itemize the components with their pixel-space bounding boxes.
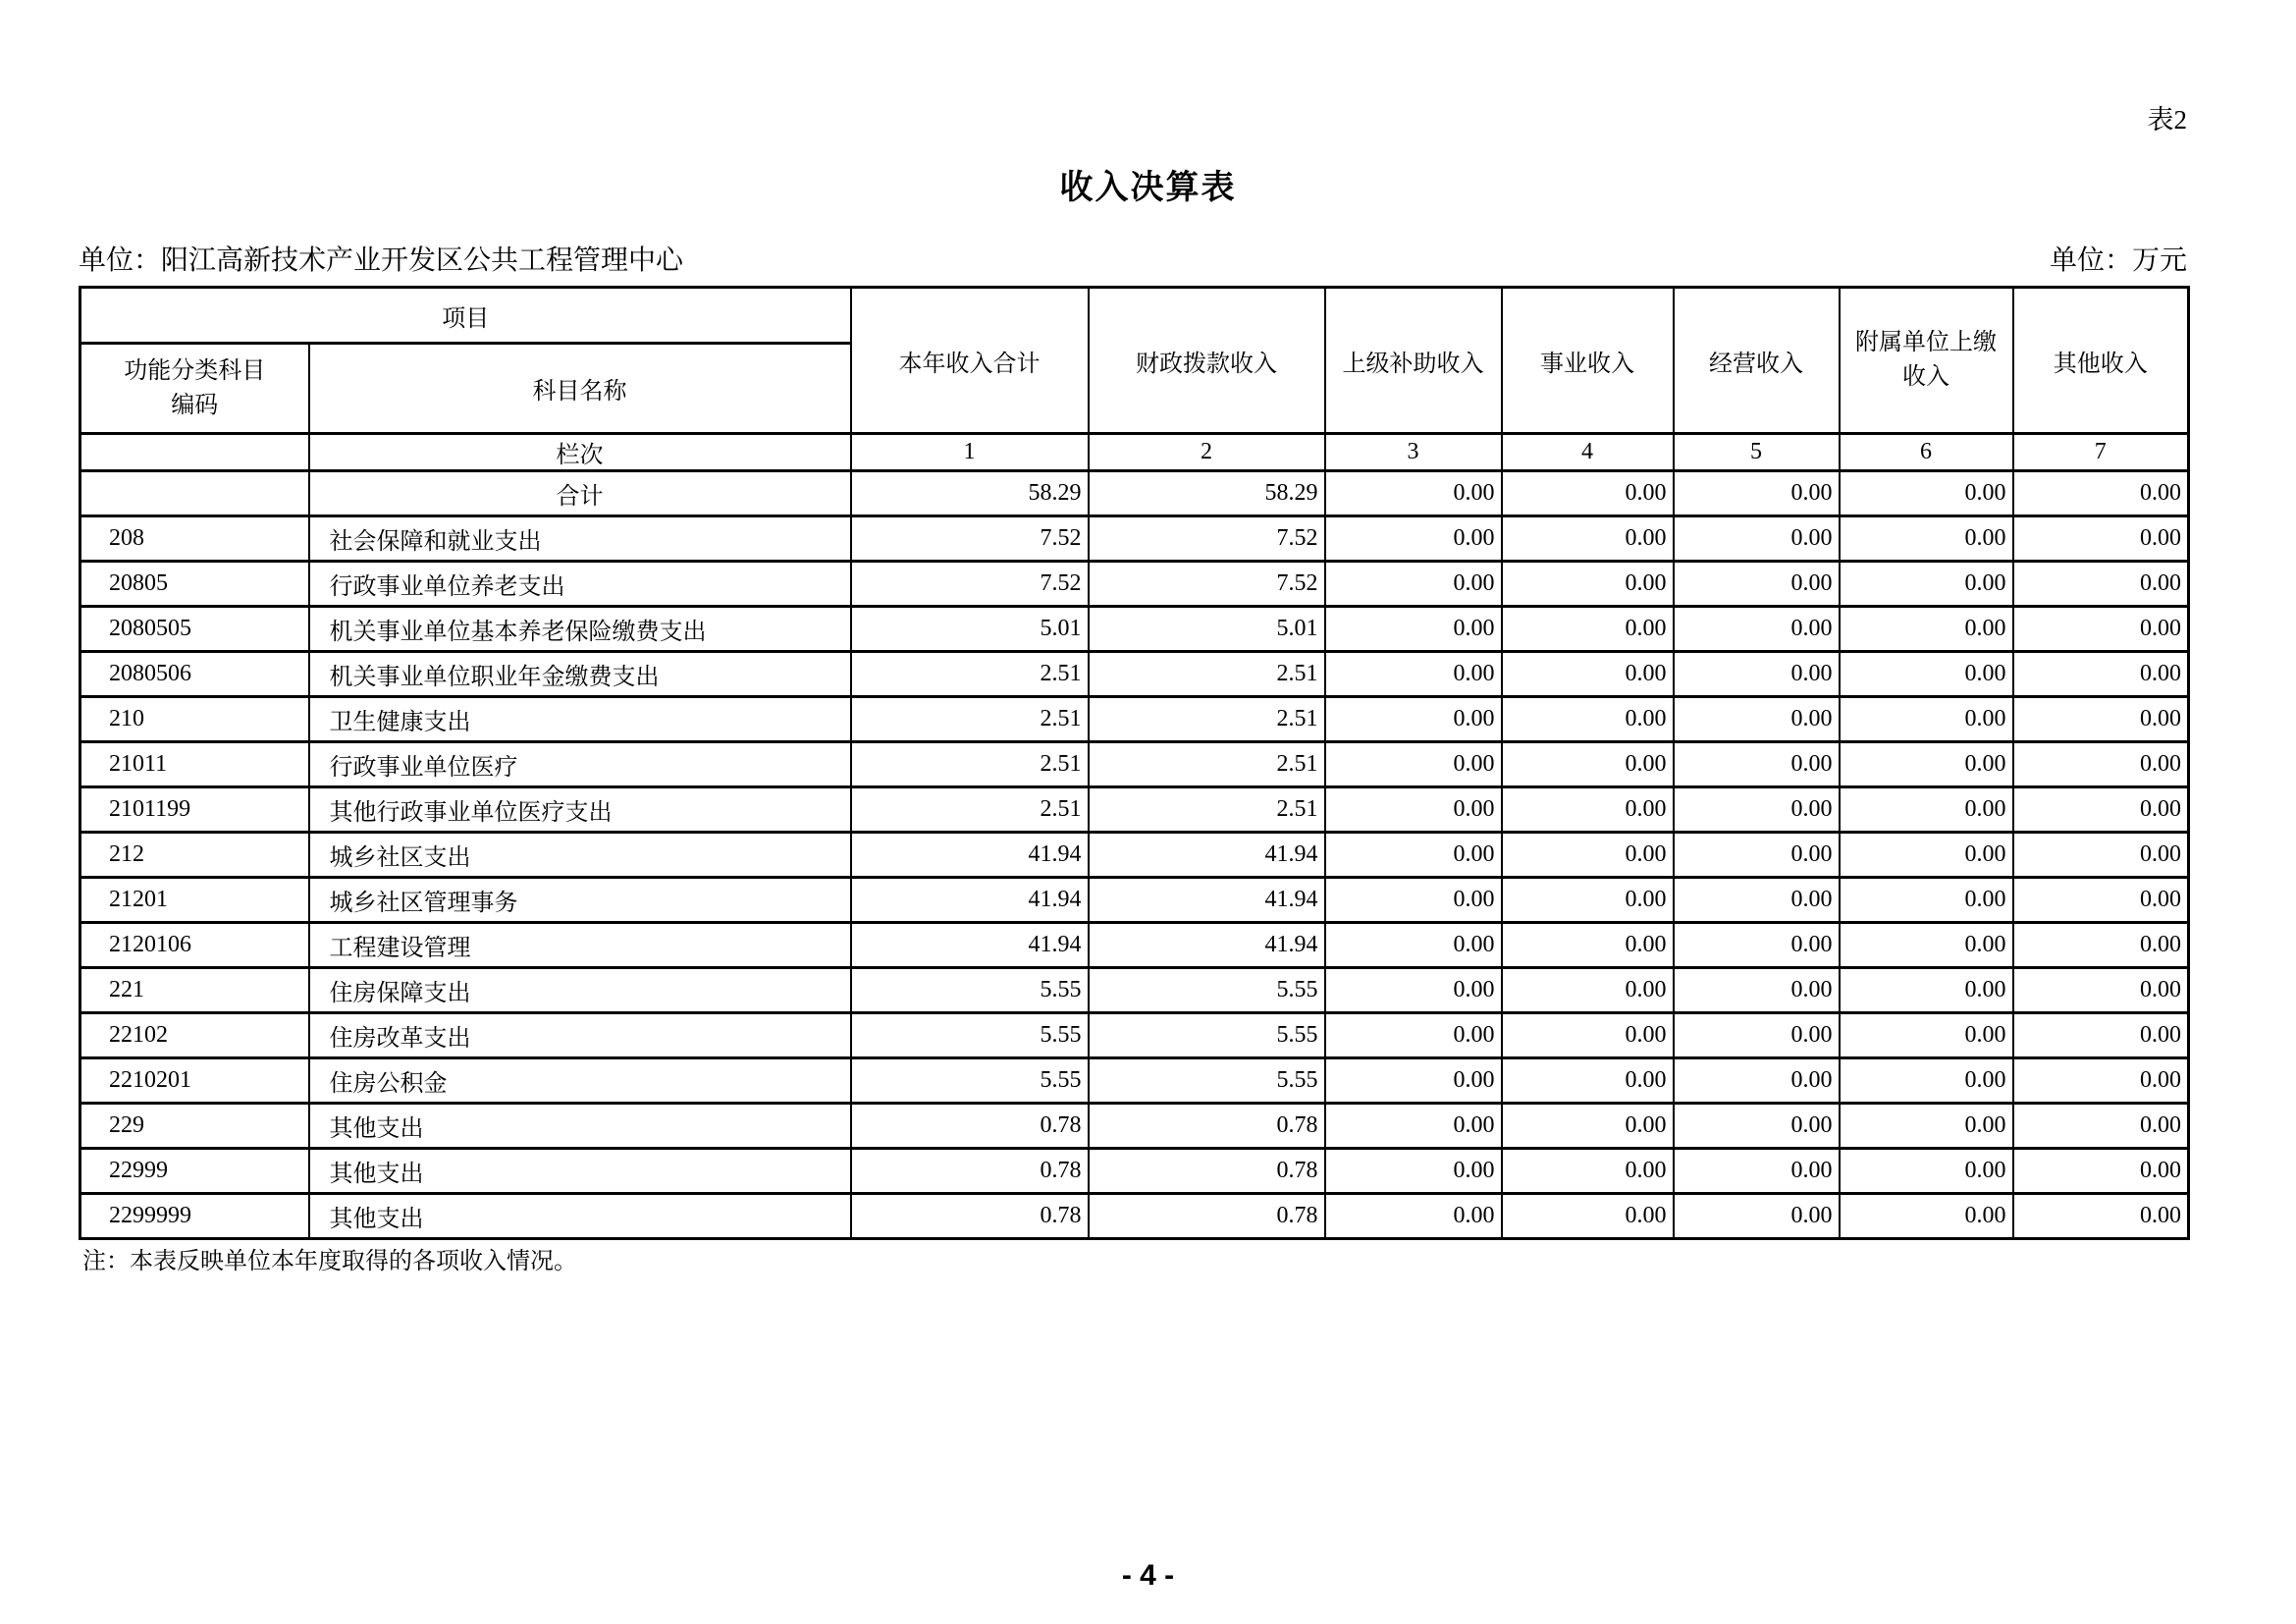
cell-value-col2: 5.55 [1089,1058,1325,1104]
header-function-code: 功能分类科目编码 [80,344,309,434]
table-row [80,742,2189,787]
cell-subject-name: 其他支出 [309,1104,851,1149]
cell-value-col7: 0.00 [2013,833,2189,878]
cell-value-col6: 0.00 [1840,471,2013,516]
header-col-other-income: 其他收入 [2013,288,2189,434]
cell-function-code: 22999 [80,1149,309,1194]
cell-value-col2: 0.78 [1089,1194,1325,1239]
cell-value-col6: 0.00 [1840,968,2013,1013]
cell-value-col6: 0.00 [1840,1013,2013,1058]
cell-value-col1: 0.78 [851,1104,1089,1149]
lanci-empty-cell [80,434,309,471]
cell-subject-name: 城乡社区支出 [309,833,851,878]
cell-function-code: 2101199 [80,787,309,833]
cell-value-col3: 0.00 [1325,1149,1502,1194]
table-row [80,697,2189,742]
currency-unit-label: 单位：万元 [2049,245,2187,276]
cell-subject-name: 城乡社区管理事务 [309,878,851,923]
cell-value-col3: 0.00 [1325,878,1502,923]
cell-value-col2: 5.55 [1089,968,1325,1013]
cell-value-col1: 7.52 [851,562,1089,607]
cell-function-code: 2080506 [80,652,309,697]
cell-value-col7: 0.00 [2013,652,2189,697]
cell-subject-name: 社会保障和就业支出 [309,516,851,562]
cell-subject-name: 机关事业单位基本养老保险缴费支出 [309,607,851,652]
cell-subject-name: 合计 [309,471,851,516]
header-subject-name: 科目名称 [309,344,851,434]
cell-value-col1: 41.94 [851,923,1089,968]
lanci-col-1: 1 [851,434,1089,471]
cell-value-col3: 0.00 [1325,607,1502,652]
header-col-annual-income-total: 本年收入合计 [851,288,1089,434]
cell-value-col3: 0.00 [1325,652,1502,697]
cell-value-col1: 0.78 [851,1194,1089,1239]
cell-value-col1: 2.51 [851,742,1089,787]
cell-value-col1: 2.51 [851,652,1089,697]
cell-value-col2: 5.55 [1089,1013,1325,1058]
table-row [80,562,2189,607]
cell-value-col1: 41.94 [851,878,1089,923]
cell-value-col3: 0.00 [1325,833,1502,878]
cell-value-col7: 0.00 [2013,923,2189,968]
cell-value-col2: 2.51 [1089,787,1325,833]
cell-value-col4: 0.00 [1502,652,1674,697]
table-row [80,516,2189,562]
cell-value-col5: 0.00 [1674,607,1840,652]
lanci-col-7: 7 [2013,434,2189,471]
table-row [80,878,2189,923]
cell-subject-name: 机关事业单位职业年金缴费支出 [309,652,851,697]
cell-value-col4: 0.00 [1502,787,1674,833]
cell-value-col1: 5.55 [851,968,1089,1013]
cell-value-col3: 0.00 [1325,562,1502,607]
cell-function-code: 210 [80,697,309,742]
header-row-project [80,288,2189,344]
cell-value-col7: 0.00 [2013,471,2189,516]
cell-subject-name: 工程建设管理 [309,923,851,968]
cell-function-code: 2210201 [80,1058,309,1104]
table-row [80,1104,2189,1149]
cell-value-col2: 41.94 [1089,878,1325,923]
cell-value-col5: 0.00 [1674,923,1840,968]
cell-value-col6: 0.00 [1840,1149,2013,1194]
cell-value-col4: 0.00 [1502,607,1674,652]
lanci-col-5: 5 [1674,434,1840,471]
cell-value-col5: 0.00 [1674,652,1840,697]
cell-value-col6: 0.00 [1840,1194,2013,1239]
cell-value-col2: 58.29 [1089,471,1325,516]
cell-value-col5: 0.00 [1674,1104,1840,1149]
cell-value-col7: 0.00 [2013,1104,2189,1149]
cell-value-col2: 41.94 [1089,833,1325,878]
cell-subject-name: 其他支出 [309,1194,851,1239]
unit-line [79,239,2187,278]
cell-value-col4: 0.00 [1502,1013,1674,1058]
cell-value-col6: 0.00 [1840,923,2013,968]
cell-value-col4: 0.00 [1502,516,1674,562]
cell-value-col5: 0.00 [1674,1149,1840,1194]
cell-value-col4: 0.00 [1502,742,1674,787]
cell-value-col6: 0.00 [1840,697,2013,742]
cell-value-col6: 0.00 [1840,878,2013,923]
header-col-superior-subsidy-income: 上级补助收入 [1325,288,1502,434]
cell-value-col1: 7.52 [851,516,1089,562]
cell-subject-name: 住房改革支出 [309,1013,851,1058]
cell-value-col4: 0.00 [1502,697,1674,742]
cell-function-code: 20805 [80,562,309,607]
lanci-col-2: 2 [1089,434,1325,471]
cell-value-col4: 0.00 [1502,923,1674,968]
cell-value-col7: 0.00 [2013,607,2189,652]
cell-value-col6: 0.00 [1840,607,2013,652]
cell-value-col5: 0.00 [1674,1013,1840,1058]
cell-value-col7: 0.00 [2013,697,2189,742]
cell-value-col1: 5.01 [851,607,1089,652]
cell-value-col7: 0.00 [2013,1149,2189,1194]
cell-value-col2: 7.52 [1089,516,1325,562]
cell-value-col5: 0.00 [1674,968,1840,1013]
cell-value-col4: 0.00 [1502,968,1674,1013]
cell-value-col5: 0.00 [1674,1058,1840,1104]
table-tag: 表2 [2147,105,2187,135]
table-row [80,787,2189,833]
cell-value-col7: 0.00 [2013,1013,2189,1058]
unit-name-label: 单位：阳江高新技术产业开发区公共工程管理中心 [79,245,684,276]
cell-value-col2: 0.78 [1089,1149,1325,1194]
cell-value-col1: 2.51 [851,787,1089,833]
cell-value-col5: 0.00 [1674,742,1840,787]
cell-value-col6: 0.00 [1840,516,2013,562]
cell-function-code: 2080505 [80,607,309,652]
cell-value-col4: 0.00 [1502,1149,1674,1194]
cell-value-col3: 0.00 [1325,697,1502,742]
cell-value-col6: 0.00 [1840,562,2013,607]
cell-value-col5: 0.00 [1674,697,1840,742]
cell-value-col7: 0.00 [2013,742,2189,787]
table-row [80,923,2189,968]
cell-value-col4: 0.00 [1502,878,1674,923]
cell-value-col1: 58.29 [851,471,1089,516]
cell-value-col7: 0.00 [2013,787,2189,833]
cell-value-col2: 5.01 [1089,607,1325,652]
cell-subject-name: 住房保障支出 [309,968,851,1013]
cell-value-col6: 0.00 [1840,742,2013,787]
cell-value-col2: 41.94 [1089,923,1325,968]
header-col-business-income: 经营收入 [1674,288,1840,434]
cell-value-col3: 0.00 [1325,742,1502,787]
cell-value-col4: 0.00 [1502,1194,1674,1239]
table-row [80,1194,2189,1239]
cell-value-col2: 2.51 [1089,697,1325,742]
cell-value-col1: 5.55 [851,1013,1089,1058]
header-col-operating-income-public: 事业收入 [1502,288,1674,434]
table-row [80,1058,2189,1104]
cell-value-col5: 0.00 [1674,516,1840,562]
cell-value-col3: 0.00 [1325,1104,1502,1149]
cell-value-col3: 0.00 [1325,968,1502,1013]
cell-value-col2: 7.52 [1089,562,1325,607]
cell-value-col7: 0.00 [2013,562,2189,607]
cell-value-col4: 0.00 [1502,1058,1674,1104]
cell-value-col1: 41.94 [851,833,1089,878]
cell-subject-name: 行政事业单位医疗 [309,742,851,787]
cell-value-col1: 2.51 [851,697,1089,742]
cell-value-col3: 0.00 [1325,1058,1502,1104]
cell-value-col6: 0.00 [1840,1058,2013,1104]
cell-value-col6: 0.00 [1840,1104,2013,1149]
income-statement-table [79,286,2190,1240]
cell-value-col7: 0.00 [2013,968,2189,1013]
cell-value-col3: 0.00 [1325,471,1502,516]
cell-function-code: 22102 [80,1013,309,1058]
cell-value-col4: 0.00 [1502,471,1674,516]
cell-value-col5: 0.00 [1674,562,1840,607]
header-project: 项目 [80,288,851,344]
cell-value-col1: 5.55 [851,1058,1089,1104]
lanci-label: 栏次 [309,434,851,471]
cell-value-col2: 0.78 [1089,1104,1325,1149]
cell-function-code: 21201 [80,878,309,923]
page-number: - 4 - [1121,1559,1175,1592]
table-row [80,833,2189,878]
cell-value-col6: 0.00 [1840,787,2013,833]
page-title: 收入决算表 [1059,170,1237,206]
cell-value-col4: 0.00 [1502,1104,1674,1149]
cell-value-col3: 0.00 [1325,1013,1502,1058]
cell-value-col5: 0.00 [1674,878,1840,923]
cell-value-col3: 0.00 [1325,516,1502,562]
cell-function-code [80,471,309,516]
cell-function-code: 2299999 [80,1194,309,1239]
table-body [80,471,2189,1239]
cell-value-col7: 0.00 [2013,516,2189,562]
header-col-fiscal-appropriation-income: 财政拨款收入 [1089,288,1325,434]
cell-value-col2: 2.51 [1089,652,1325,697]
cell-function-code: 229 [80,1104,309,1149]
cell-value-col3: 0.00 [1325,787,1502,833]
cell-function-code: 221 [80,968,309,1013]
table-row [80,607,2189,652]
cell-subject-name: 其他支出 [309,1149,851,1194]
lanci-col-3: 3 [1325,434,1502,471]
table-row [80,968,2189,1013]
footnote: 注：本表反映单位本年度取得的各项收入情况。 [82,1249,577,1274]
table-row [80,1149,2189,1194]
table-row-total [80,471,2189,516]
cell-value-col2: 2.51 [1089,742,1325,787]
cell-value-col5: 0.00 [1674,471,1840,516]
cell-value-col7: 0.00 [2013,1058,2189,1104]
lanci-col-6: 6 [1840,434,2013,471]
cell-value-col5: 0.00 [1674,1194,1840,1239]
cell-function-code: 212 [80,833,309,878]
cell-subject-name: 卫生健康支出 [309,697,851,742]
cell-subject-name: 行政事业单位养老支出 [309,562,851,607]
cell-value-col5: 0.00 [1674,833,1840,878]
cell-value-col7: 0.00 [2013,1194,2189,1239]
cell-value-col1: 0.78 [851,1149,1089,1194]
lanci-col-4: 4 [1502,434,1674,471]
cell-value-col4: 0.00 [1502,833,1674,878]
cell-function-code: 21011 [80,742,309,787]
cell-value-col3: 0.00 [1325,923,1502,968]
header-col-affiliated-unit-income: 附属单位上缴收入 [1840,288,2013,434]
cell-value-col3: 0.00 [1325,1194,1502,1239]
cell-value-col5: 0.00 [1674,787,1840,833]
cell-subject-name: 住房公积金 [309,1058,851,1104]
table-row [80,652,2189,697]
header-row-lanci [80,434,2189,471]
cell-function-code: 2120106 [80,923,309,968]
cell-value-col7: 0.00 [2013,878,2189,923]
cell-subject-name: 其他行政事业单位医疗支出 [309,787,851,833]
table-row [80,1013,2189,1058]
cell-value-col6: 0.00 [1840,652,2013,697]
cell-value-col6: 0.00 [1840,833,2013,878]
cell-function-code: 208 [80,516,309,562]
cell-value-col4: 0.00 [1502,562,1674,607]
